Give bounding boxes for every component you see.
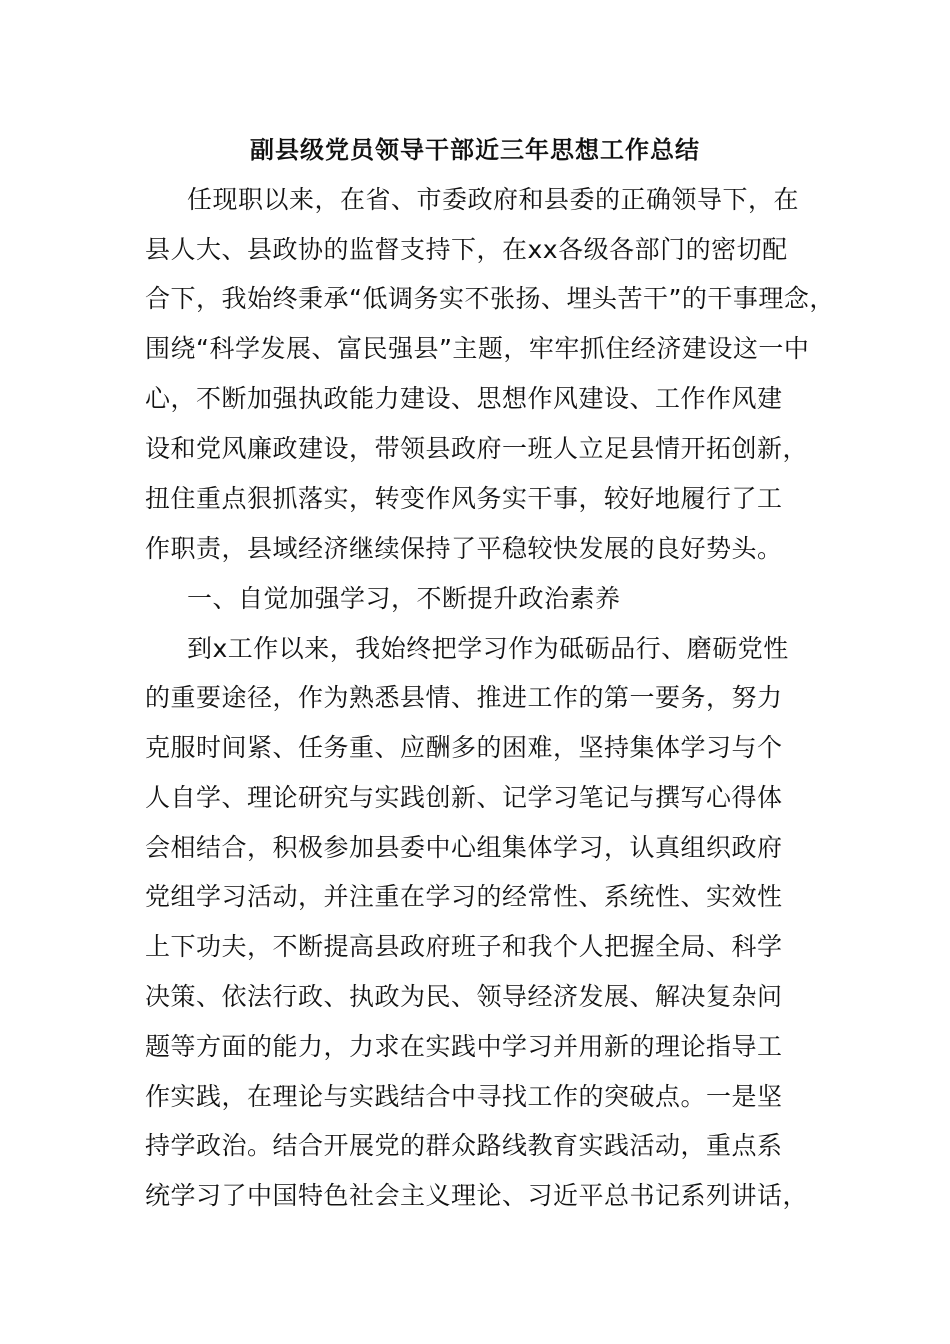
paragraph-line: 持学政治。结合开展党的群众路线教育实践活动，重点系 xyxy=(145,1131,783,1160)
paragraph-line: 克服时间紧、任务重、应酬多的困难，坚持集体学习与个 xyxy=(145,733,783,762)
paragraph-line: 合下，我始终秉承“低调务实不张扬、埋头苦干”的干事理念， xyxy=(145,284,835,313)
paragraph-line: 题等方面的能力，力求在实践中学习并用新的理论指导工 xyxy=(145,1032,783,1061)
paragraph-line: 围绕“科学发展、富民强县”主题，牢牢抓住经济建设这一中 xyxy=(145,334,810,363)
paragraph-line: 的重要途径，作为熟悉县情、推进工作的第一要务，努力 xyxy=(145,683,783,712)
document-title: 副县级党员领导干部近三年思想工作总结 xyxy=(250,136,700,164)
paragraph-line: 设和党风廉政建设，带领县政府一班人立足县情开拓创新， xyxy=(145,434,809,463)
paragraph-line: 作实践，在理论与实践结合中寻找工作的突破点。一是坚 xyxy=(145,1082,783,1111)
paragraph-line: 人自学、理论研究与实践创新、记学习笔记与撰写心得体 xyxy=(145,783,783,812)
paragraph-line: 到x工作以来，我始终把学习作为砥砺品行、磨砺党性 xyxy=(187,634,789,663)
paragraph-line: 会相结合，积极参加县委中心组集体学习，认真组织政府 xyxy=(145,833,783,862)
paragraph-line: 统学习了中国特色社会主义理论、习近平总书记系列讲话， xyxy=(145,1181,809,1210)
section-heading: 一、自觉加强学习，不断提升政治素养 xyxy=(187,584,621,613)
paragraph-line: 党组学习活动，并注重在学习的经常性、系统性、实效性 xyxy=(145,882,783,911)
paragraph-line: 扭住重点狠抓落实，转变作风务实干事，较好地履行了工 xyxy=(145,484,783,513)
paragraph-line: 上下功夫，不断提高县政府班子和我个人把握全局、科学 xyxy=(145,932,783,961)
paragraph-line: 决策、依法行政、执政为民、领导经济发展、解决复杂问 xyxy=(145,982,783,1011)
paragraph-line: 心，不断加强执政能力建设、思想作风建设、工作作风建 xyxy=(145,384,783,413)
paragraph-line: 作职责，县域经济继续保持了平稳较快发展的良好势头。 xyxy=(145,534,783,563)
paragraph-line: 任现职以来，在省、市委政府和县委的正确领导下，在 xyxy=(187,185,800,214)
paragraph-line: 县人大、县政协的监督支持下，在xx各级各部门的密切配 xyxy=(145,235,788,264)
